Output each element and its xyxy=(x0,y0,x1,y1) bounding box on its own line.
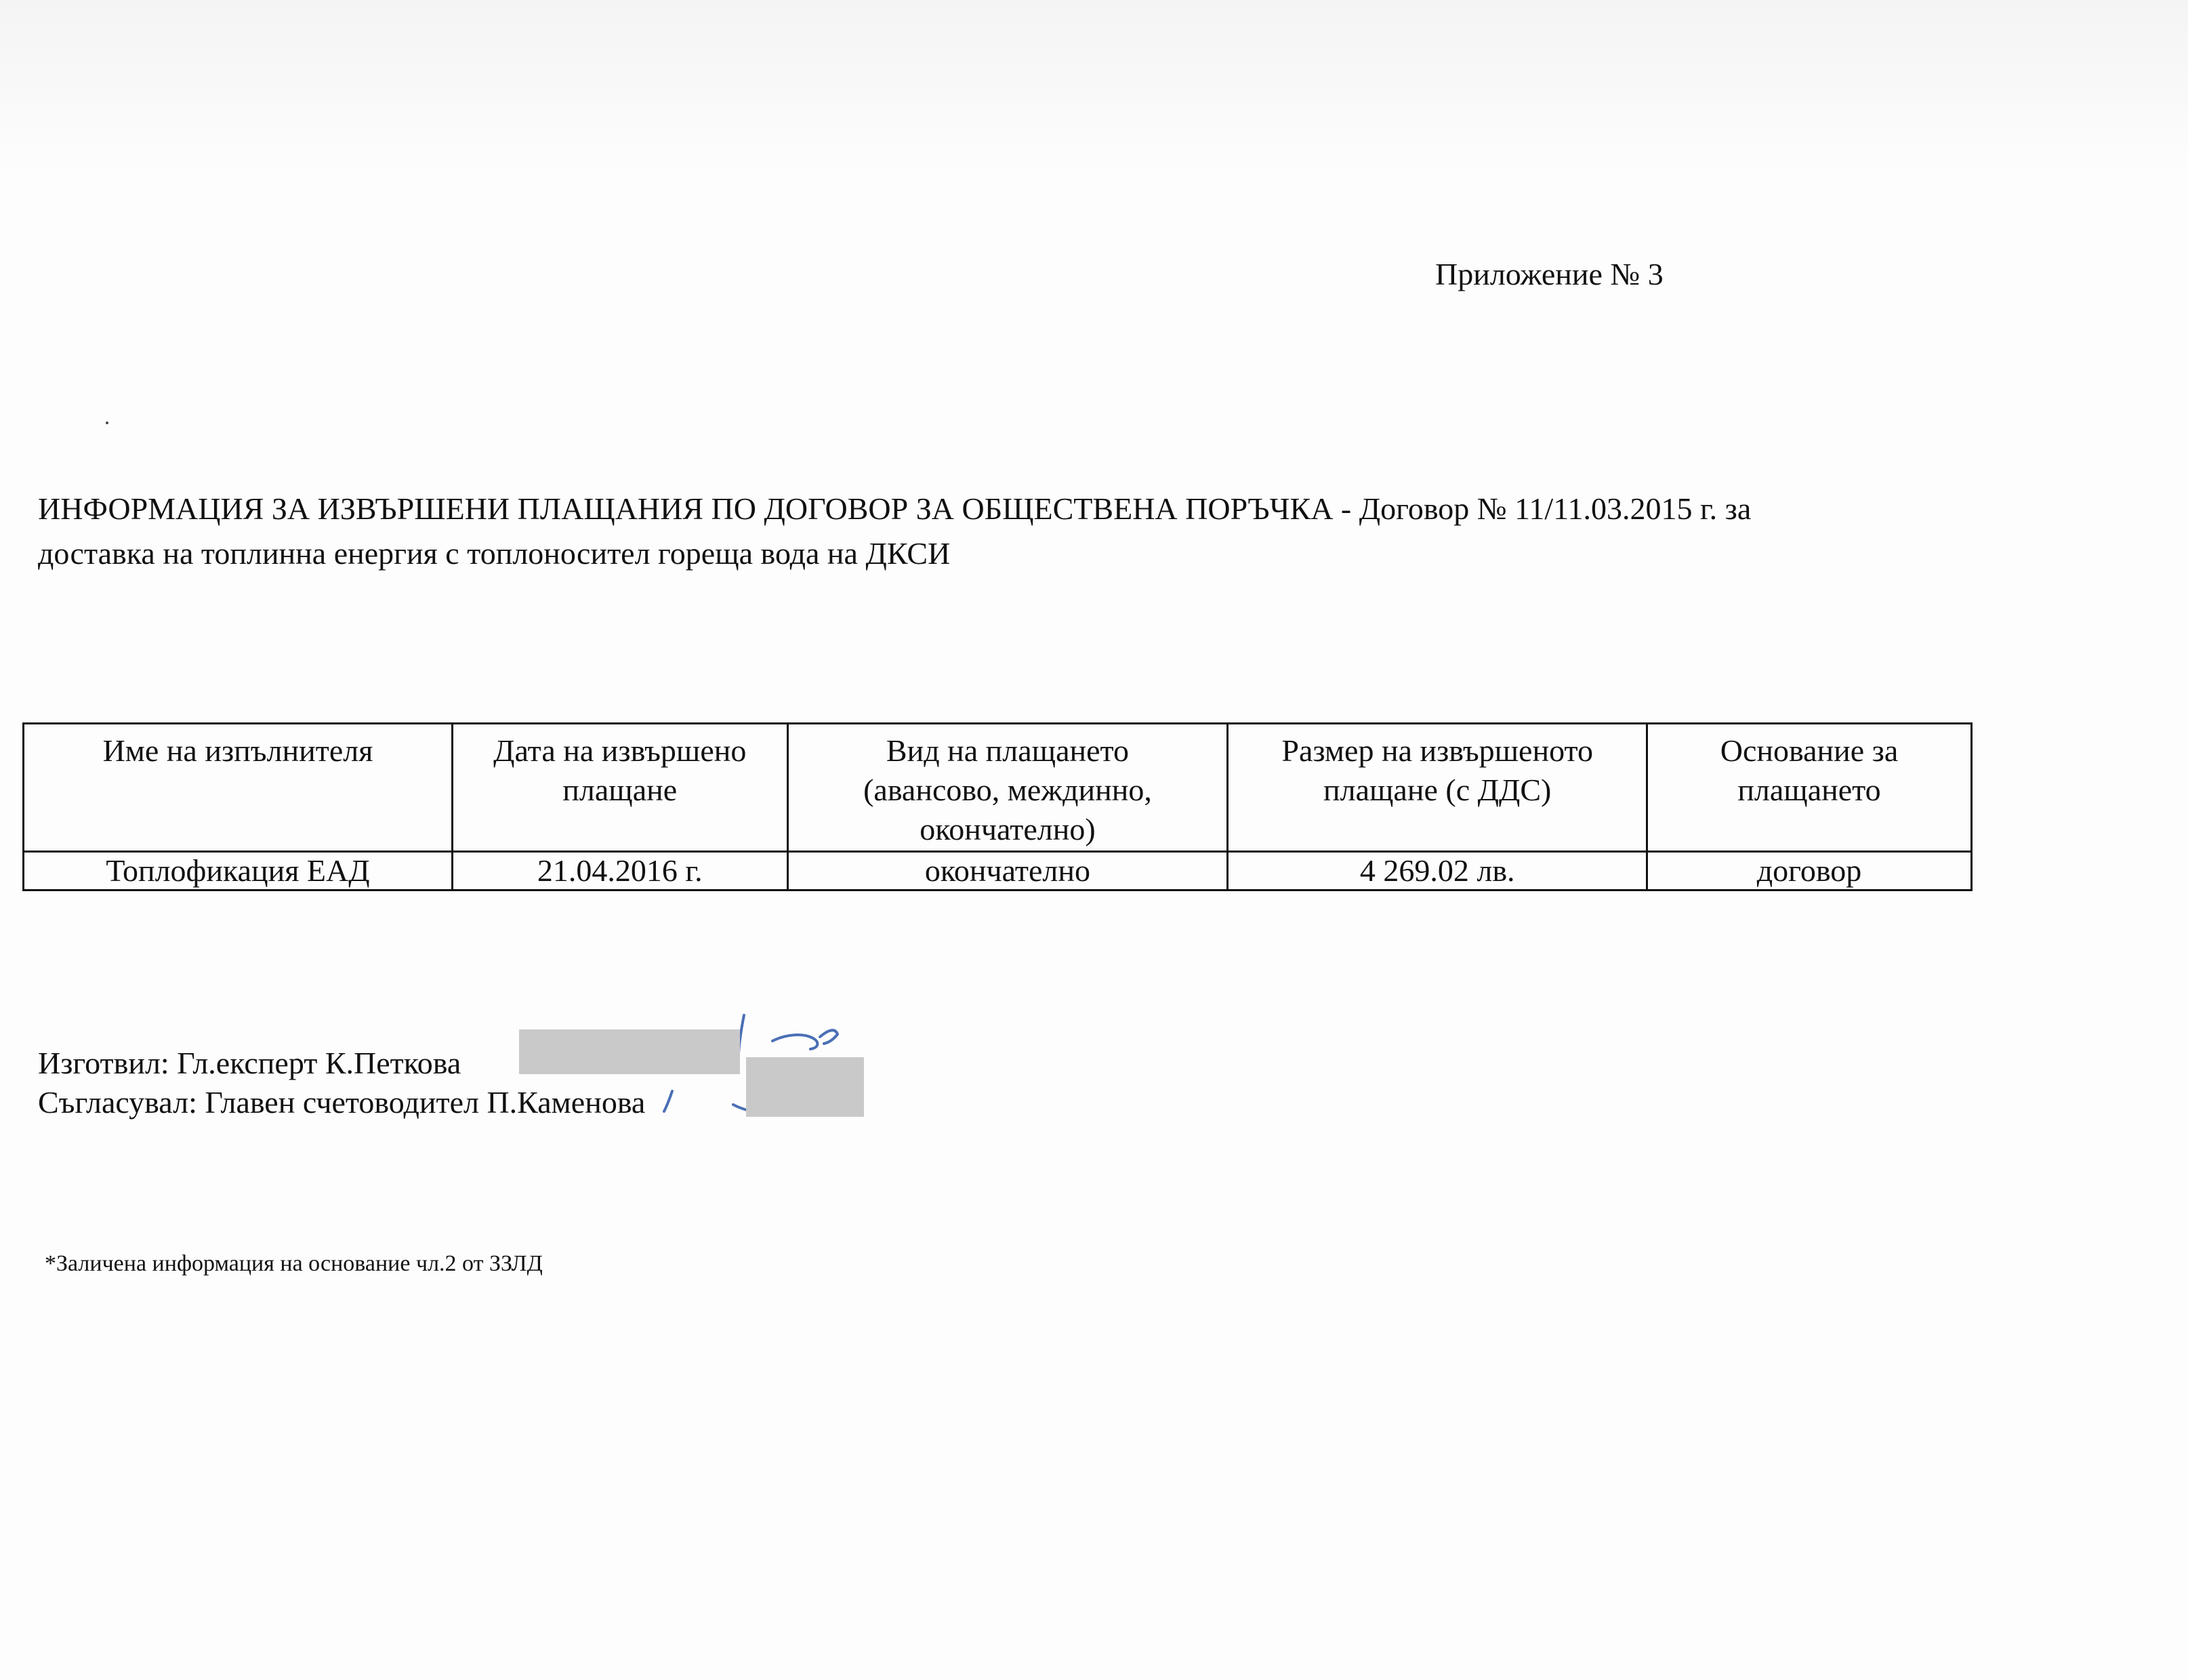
header-text-line: (авансово, междинно, xyxy=(863,773,1152,807)
payments-table xyxy=(22,722,1973,891)
annex-label: Приложение № 3 xyxy=(1435,257,1664,291)
redaction-box xyxy=(519,1029,740,1074)
header-text-line: Размер на извършеното xyxy=(1281,733,1593,768)
cell-payment-basis: договор xyxy=(1647,852,1971,890)
approved-by-line: Съгласувал: Главен счетоводител П.Каменова xyxy=(38,1085,646,1120)
scan-shadow xyxy=(0,0,2188,176)
redaction-footnote: *Заличена информация на основание чл.2 от ЗЗЛД xyxy=(45,1251,543,1276)
redaction-box xyxy=(746,1057,864,1117)
document-heading xyxy=(38,487,1956,576)
header-text-line: Дата на извършено xyxy=(493,733,747,768)
header-payment-type xyxy=(787,724,1228,852)
cell-contractor-name: Топлофикация ЕАД xyxy=(24,852,453,890)
header-text-line: Име на изпълнителя xyxy=(102,733,373,768)
table-header-row xyxy=(24,724,1972,852)
scan-speck xyxy=(106,422,108,424)
cell-payment-date: 21.04.2016 г. xyxy=(452,852,787,890)
heading-line-2: доставка на топлинна енергия с топлоносител гореща вода на ДКСИ xyxy=(38,536,951,571)
header-text-line: плащането xyxy=(1737,773,1881,807)
header-text-line: окончателно) xyxy=(920,812,1096,846)
table-row xyxy=(24,852,1972,890)
header-text-line: Основание за xyxy=(1720,733,1899,768)
header-payment-amount xyxy=(1228,724,1647,852)
header-contractor-name xyxy=(24,724,453,852)
prepared-by-line: Изготвил: Гл.експерт К.Петкова xyxy=(38,1046,461,1080)
heading-line-1: ИНФОРМАЦИЯ ЗА ИЗВЪРШЕНИ ПЛАЩАНИЯ ПО ДОГОВОР ЗА ОБЩЕСТВЕНА ПОРЪЧКА - Договор № 11/11.03.2015 г. за xyxy=(38,491,1752,526)
header-payment-date xyxy=(452,724,787,852)
signature-stroke xyxy=(820,1030,838,1044)
cell-payment-type: окончателно xyxy=(787,852,1228,890)
signature-stroke xyxy=(772,1035,817,1049)
header-text-line: плащане (с ДДС) xyxy=(1323,773,1552,807)
header-payment-basis xyxy=(1647,724,1971,852)
cell-payment-amount: 4 269.02 лв. xyxy=(1228,852,1647,890)
header-text-line: Вид на плащането xyxy=(886,733,1130,768)
signature-stroke xyxy=(664,1091,672,1111)
header-text-line: плащане xyxy=(562,773,678,807)
